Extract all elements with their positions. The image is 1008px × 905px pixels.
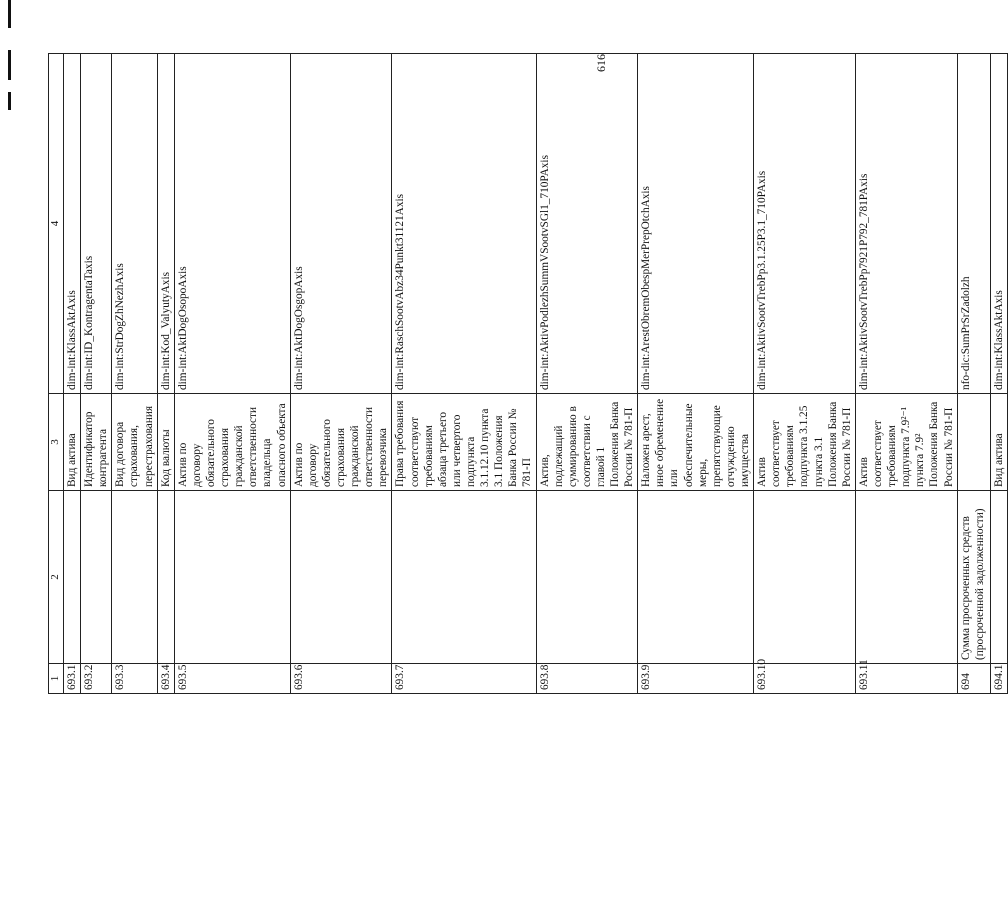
axis-description: Вид актива	[64, 394, 81, 491]
row-number: 693.11	[855, 664, 957, 694]
row-number: 693.1	[64, 664, 81, 694]
table-row	[64, 54, 81, 694]
header-col-2: 2	[49, 491, 64, 664]
table-row	[990, 54, 1007, 694]
element-code: dim-int:KlassAktAxis	[990, 54, 1007, 394]
indicator-name: Сумма просроченных средств (просроченной задолженности)	[957, 491, 990, 664]
axis-description: Актив по договору обязательного страхования гражданской ответственности перевозчика	[290, 394, 392, 491]
row-number: 693.4	[157, 664, 174, 694]
axis-description: Права требования соответствуют требованиям абзаца третьего или четвертого подпункта 3.1.12.10 пункта 3.1 Положения Банка России № 781-П	[392, 394, 536, 491]
row-number: 693.9	[638, 664, 754, 694]
indicator-name	[638, 491, 754, 664]
axis-description: Код валюты	[157, 394, 174, 491]
element-code: dim-int:AktivSootvTrebPp7921P792_781PAxis	[855, 54, 957, 394]
axis-description: Вид актива	[990, 394, 1007, 491]
axis-description: Актив соответствует требованиям подпункта 7.9²⁻¹ пункта 7.9² Положения Банка России № 781-П	[855, 394, 957, 491]
indicator-name	[855, 491, 957, 664]
header-col-3: 3	[49, 394, 64, 491]
element-code: dim-int:StrDogZhNezhAxis	[112, 54, 157, 394]
axis-description: Актив, подлежащий суммированию в соответствии с главой 1 Положения Банка России № 781-П	[536, 394, 638, 491]
row-number: 693.10	[754, 664, 856, 694]
table-row	[81, 54, 112, 694]
table-row	[392, 54, 536, 694]
table-row	[754, 54, 856, 694]
page-number: 616	[594, 54, 608, 72]
indicator-name	[990, 491, 1007, 664]
indicator-name	[112, 491, 157, 664]
table-row	[290, 54, 392, 694]
indicator-name	[536, 491, 638, 664]
axis-description	[957, 394, 990, 491]
axis-description: Актив по договору обязательного страхования гражданской ответственности владельца опасного объекта	[174, 394, 290, 491]
table-row	[174, 54, 290, 694]
header-col-1: 1	[49, 664, 64, 694]
indicator-name	[157, 491, 174, 664]
element-code: dim-int:ID_KontragentaTaxis	[81, 54, 112, 394]
indicator-name	[290, 491, 392, 664]
element-code: dim-int:Kod_ValyutyAxis	[157, 54, 174, 394]
element-code: dim-int:AktDogOsopoAxis	[174, 54, 290, 394]
indicator-name	[81, 491, 112, 664]
row-number: 693.3	[112, 664, 157, 694]
row-number: 693.7	[392, 664, 536, 694]
element-code: dim-int:AktivSootvTrebPp3.1.25P3.1_710PAxis	[754, 54, 856, 394]
element-code: dim-int:RaschSootvAbz34Punkt31121Axis	[392, 54, 536, 394]
element-code: dim-int:AktDogOsgopAxis	[290, 54, 392, 394]
axis-description: Вид договора страхования, перестрахования	[112, 394, 157, 491]
row-number: 694	[957, 664, 990, 694]
element-code: dim-int:ArestObremObespMerPrepOtchAxis	[638, 54, 754, 394]
data-table	[48, 53, 1008, 694]
table-header-row	[49, 54, 64, 694]
header-col-4: 4	[49, 54, 64, 394]
table-row	[112, 54, 157, 694]
element-code: dim-int:AktivPodlezhSummVSootvSGl1_710PAxis	[536, 54, 638, 394]
row-number: 693.2	[81, 664, 112, 694]
table-row	[536, 54, 638, 694]
indicator-name	[754, 491, 856, 664]
axis-description: Наложен арест, иное обременение или обеспечительные меры, препятствующие отчуждению имущества	[638, 394, 754, 491]
element-code: nfo-dic:SumPrSrZadolzh	[957, 54, 990, 394]
indicator-name	[64, 491, 81, 664]
table-row	[855, 54, 957, 694]
indicator-name	[392, 491, 536, 664]
row-number: 694.1	[990, 664, 1007, 694]
table-row	[157, 54, 174, 694]
axis-description: Идентификатор контрагента	[81, 394, 112, 491]
row-number: 693.5	[174, 664, 290, 694]
element-code: dim-int:KlassAktAxis	[64, 54, 81, 394]
table-row	[957, 54, 990, 694]
row-number: 693.6	[290, 664, 392, 694]
axis-description: Актив соответствует требованиям подпункта 3.1.25 пункта 3.1 Положения Банка России № 781-П	[754, 394, 856, 491]
indicator-name	[174, 491, 290, 664]
row-number: 693.8	[536, 664, 638, 694]
table-row	[638, 54, 754, 694]
